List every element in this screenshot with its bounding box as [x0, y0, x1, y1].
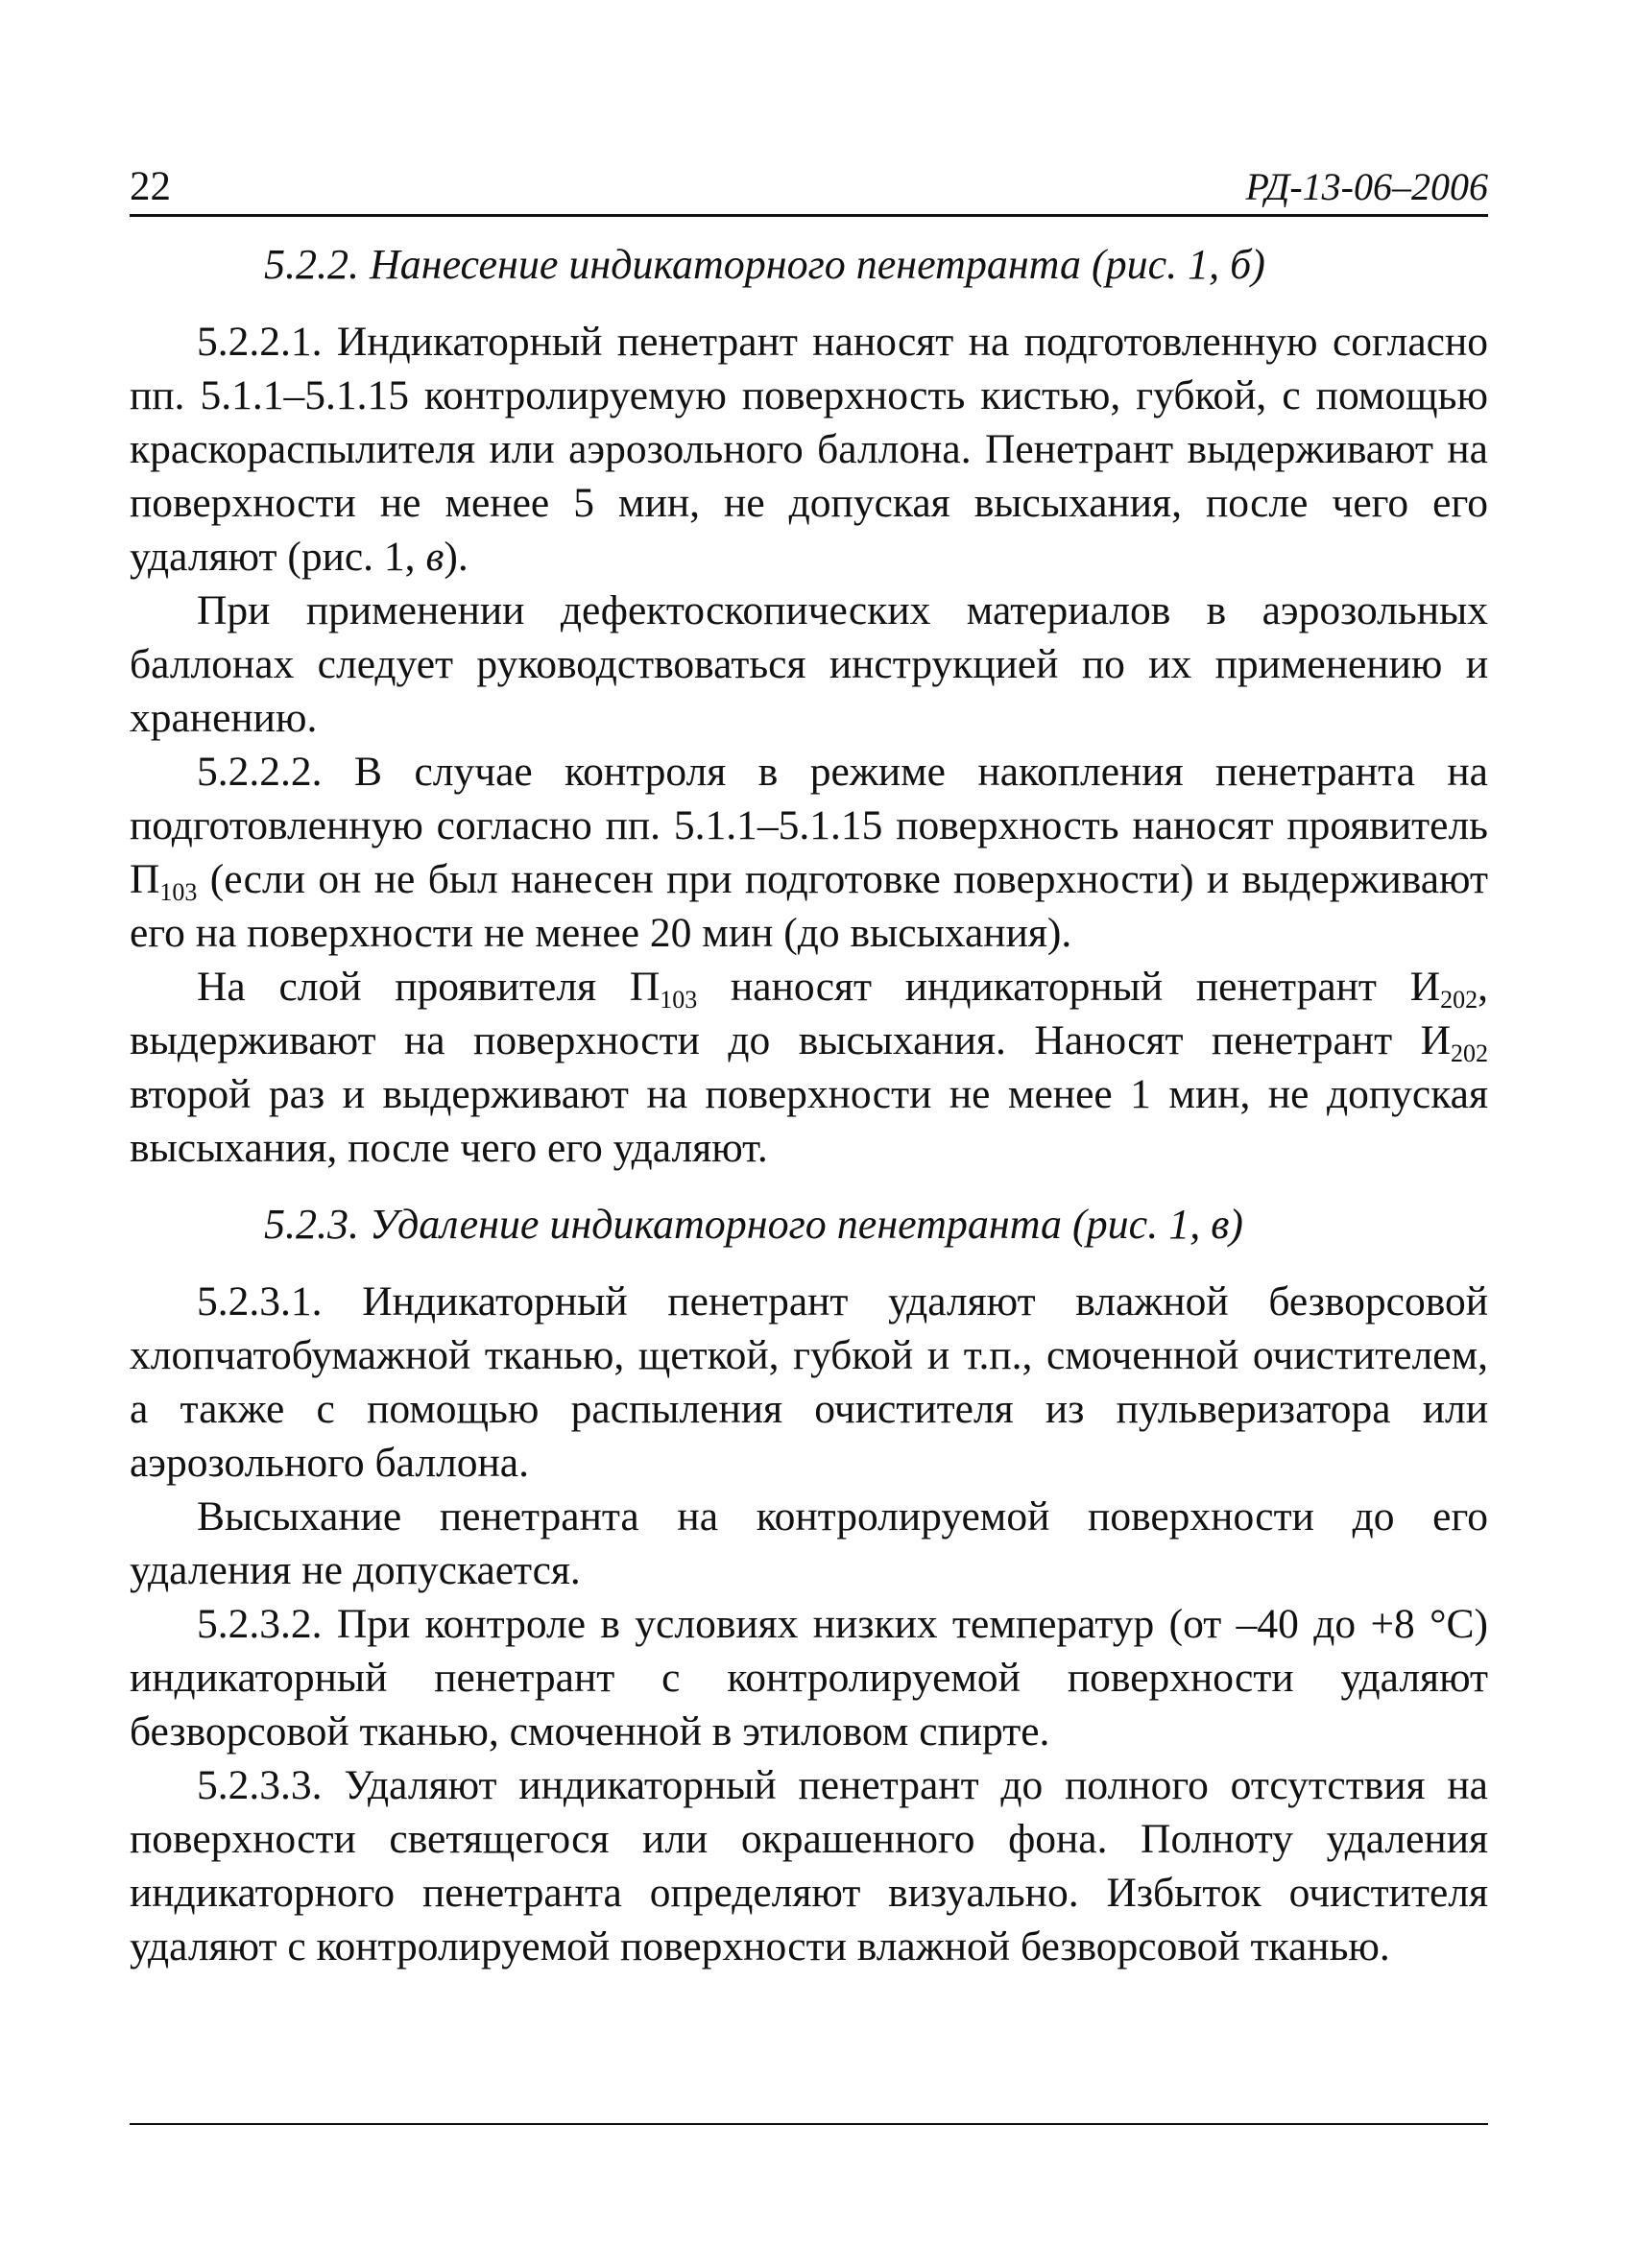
page-content: [130, 238, 1488, 1973]
paragraph-developer-layer: [130, 960, 1488, 1175]
paragraph-text: На слой проявителя П: [197, 964, 661, 1010]
paragraph-5-2-2-2: [130, 745, 1488, 960]
paragraph-text: 5.2.2.1. Индикаторный пенетрант наносят на подготовленную согласно пп. 5.1.1–5.1.15 контролируемую поверхность кистью, губкой, с помощью краскораспылителя или аэрозольного баллона. Пенетрант выдерживают на поверхности не менее 5 мин, не допуская высыхания, после чего его удаляют (рис. 1,: [130, 319, 1488, 580]
paragraph-text: 5.2.2.2. В случае контроля в режиме накопления пенетранта на подготовленную согласно пп. 5.1.1–5.1.15 поверхность наносят проявитель П: [130, 749, 1488, 902]
paragraph-text: , выдерживают на поверхности до высыхания. Наносят пенетрант И: [130, 964, 1488, 1063]
figure-ref: в: [425, 534, 445, 580]
header-rule: [130, 214, 1488, 217]
paragraph-text: второй раз и выдерживают на поверхности не менее 1 мин, не допуская высыхания, после чего его удаляют.: [130, 1071, 1488, 1171]
subscript: 103: [660, 986, 698, 1014]
subscript: 202: [1451, 1039, 1488, 1067]
document-code: РД-13-06–2006: [1245, 165, 1488, 208]
paragraph-aerosol-note: При применении дефектоскопических материалов в аэрозольных баллонах следует руководствоваться инструкцией по их применению и хранению.: [130, 587, 1488, 741]
paragraph-drying-note: Высыхание пенетранта на контролируемой поверхности до его удаления не допускается.: [130, 1493, 1488, 1593]
subscript: 103: [159, 878, 198, 906]
page-header: [130, 163, 1488, 211]
paragraph-text: наносят индикаторный пенетрант И: [697, 964, 1441, 1010]
subscript: 202: [1440, 986, 1478, 1014]
paragraph-text: ).: [444, 534, 469, 580]
paragraph-5-2-3-2: 5.2.3.2. При контроле в условиях низких температур (от –40 до +8 °С) индикаторный пенетрант с контролируемой поверхности удаляют безворсовой тканью, смоченной в этиловом спирте.: [130, 1601, 1488, 1755]
paragraph-5-2-2-1: [130, 315, 1488, 584]
paragraph-text: (если он не был нанесен при подготовке поверхности) и выдерживают его на поверхности не менее 20 мин (до высыхания).: [130, 856, 1488, 956]
footer-rule: [130, 2123, 1488, 2125]
paragraph-5-2-3-3: 5.2.3.3. Удаляют индикаторный пенетрант до полного отсутствия на поверхности светящегося или окрашенного фона. Полноту удаления индикаторного пенетранта определяют визуально. Избыток очистителя удаляют с контролируемой поверхности влажной безворсовой тканью.: [130, 1762, 1488, 1970]
paragraph-5-2-3-1: 5.2.3.1. Индикаторный пенетрант удаляют влажной безворсовой хлопчатобумажной тканью, щеткой, губкой и т.п., смоченной очистителем, а также с помощью распыления очистителя из пульверизатора или аэрозольного баллона.: [130, 1278, 1488, 1486]
section-heading-5-2-3: 5.2.3. Удаление индикаторного пенетранта (рис. 1, в): [264, 1201, 1243, 1248]
page-number: 22: [130, 164, 171, 209]
section-heading-5-2-2: 5.2.2. Нанесение индикаторного пенетранта (рис. 1, б): [264, 241, 1265, 288]
